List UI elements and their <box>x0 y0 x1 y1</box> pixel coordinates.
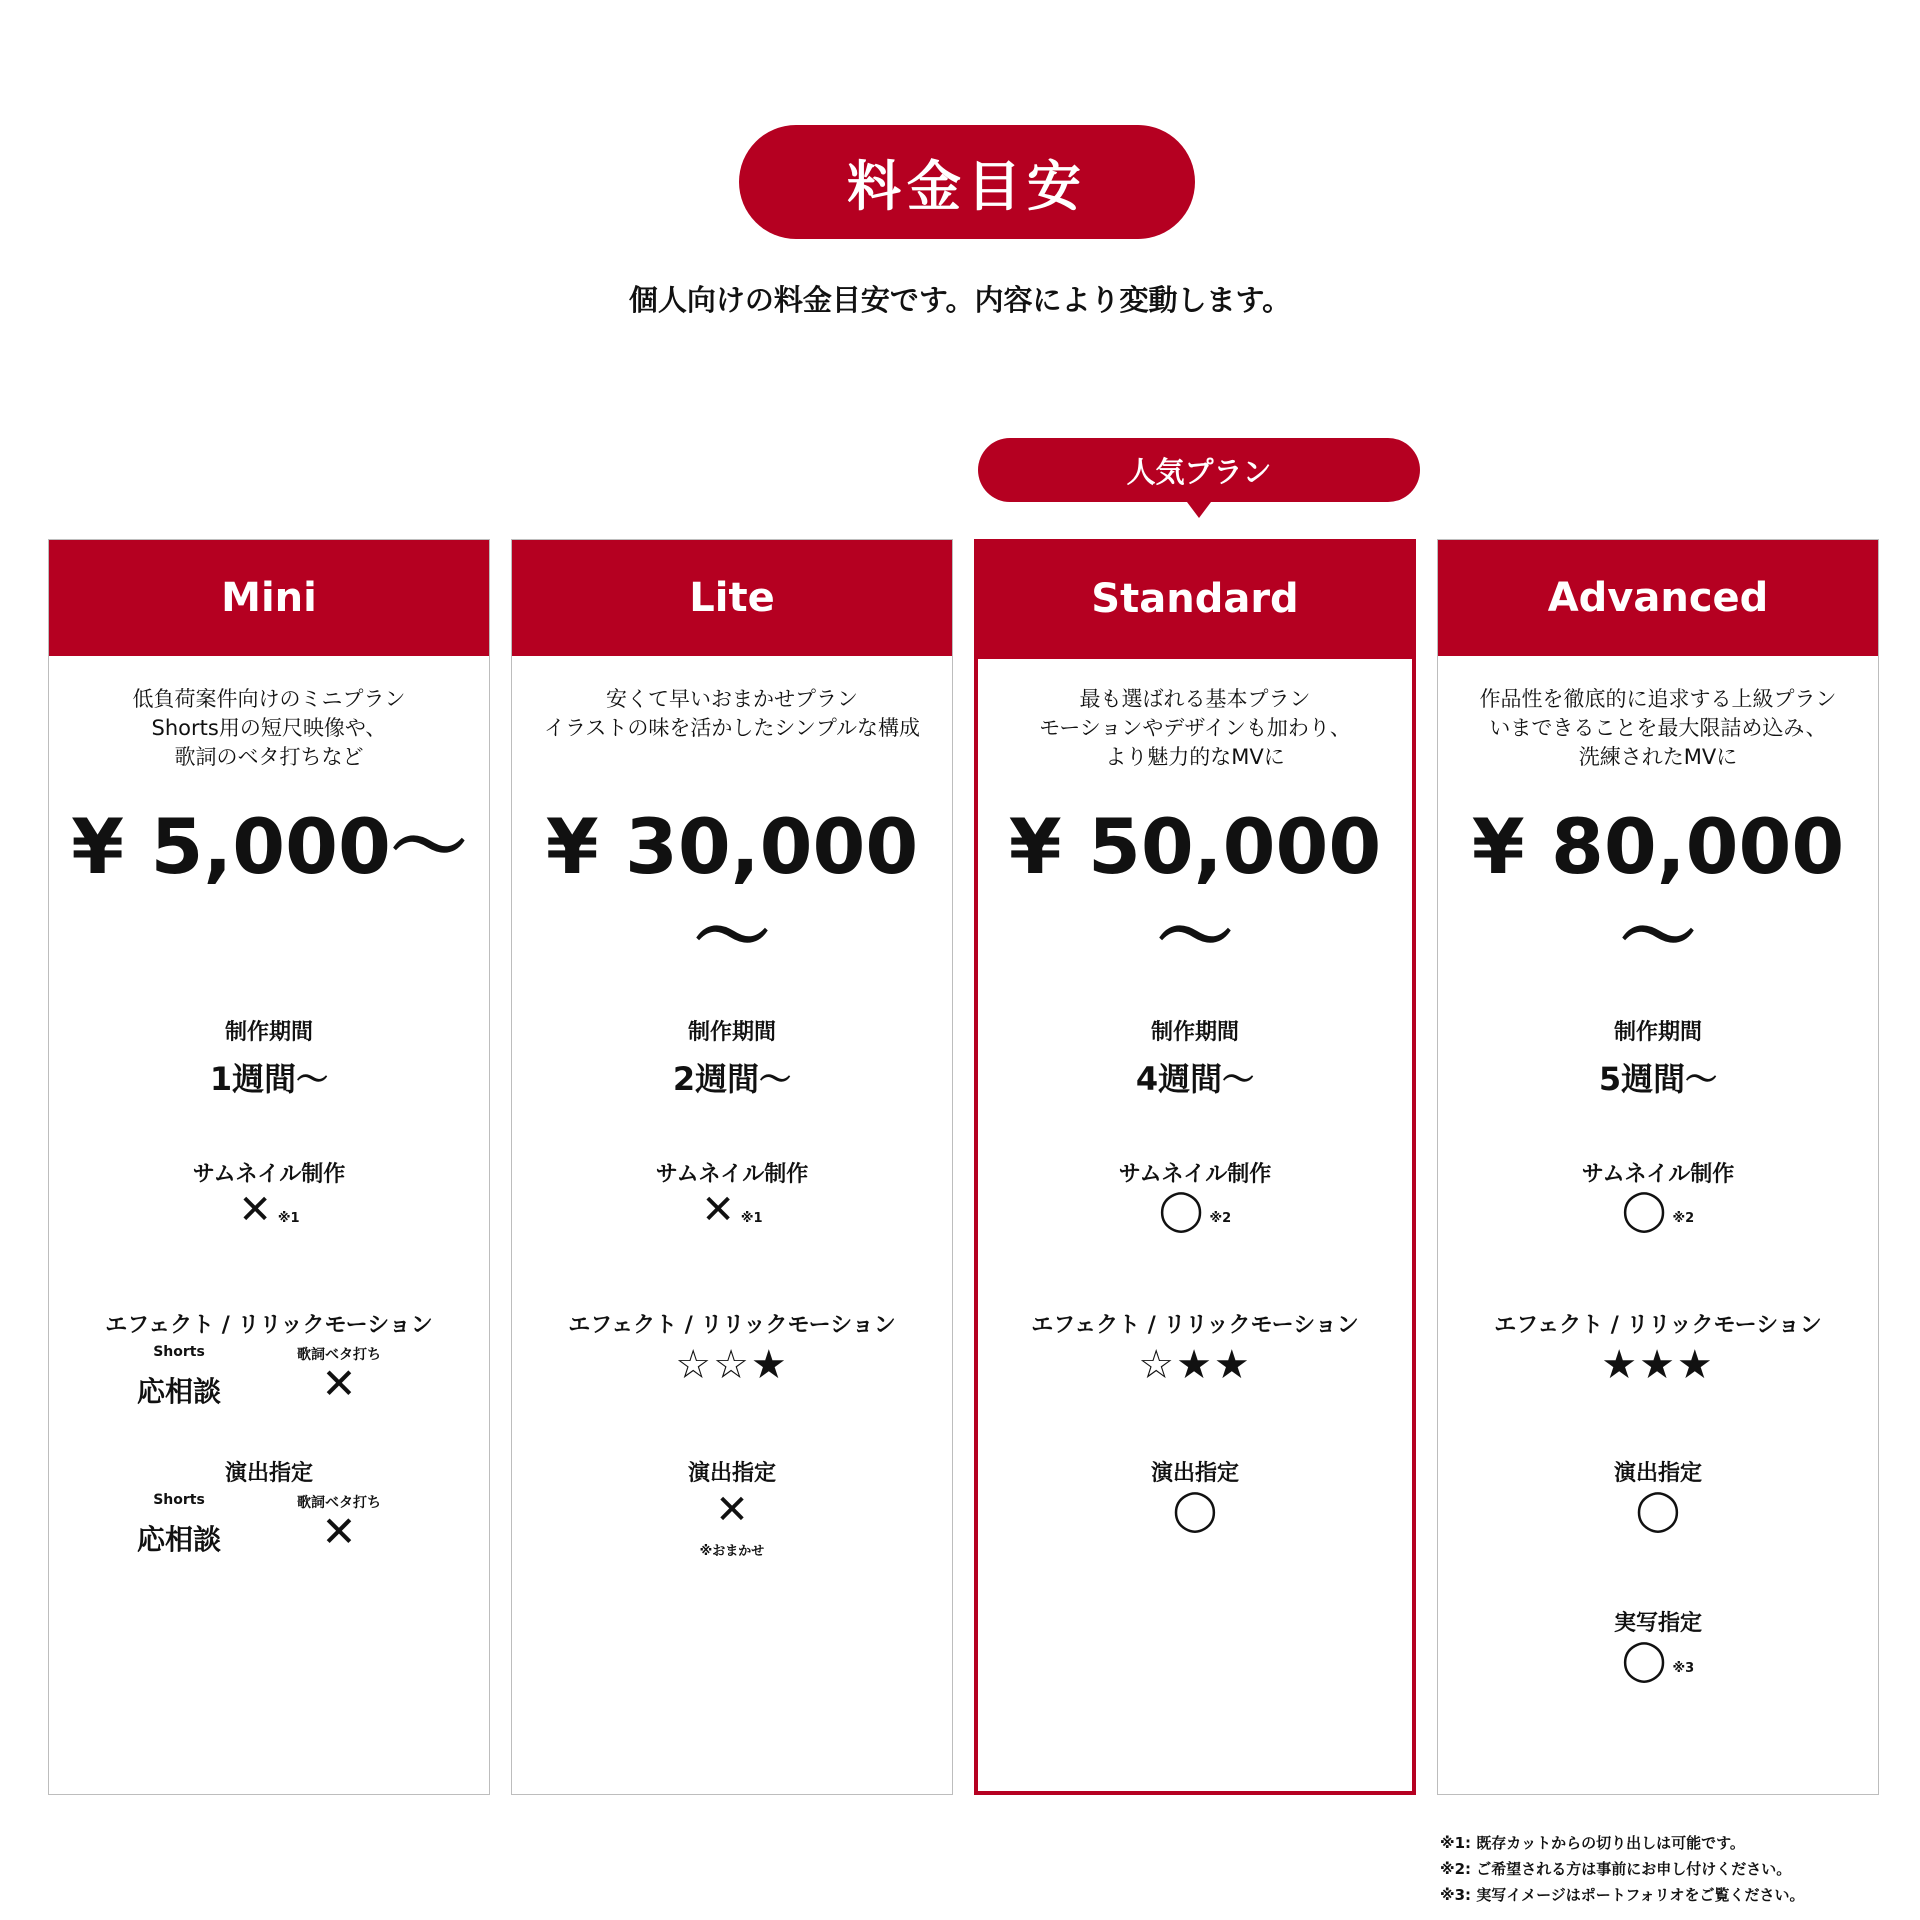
desc-line: より魅力的なMVに <box>1105 745 1285 769</box>
thumbnail-value <box>1438 1188 1878 1232</box>
desc-line: イラストの味を活かしたシンプルな構成 <box>543 716 920 740</box>
thumbnail-note: ※1 <box>740 1211 763 1226</box>
plan-card-lite <box>511 539 953 1795</box>
cross-icon: ✕ <box>321 1359 357 1408</box>
effect-split <box>49 1344 489 1424</box>
plan-card-advanced <box>1437 539 1879 1795</box>
plan-card-mini <box>48 539 490 1795</box>
effect-rating-stars: ☆☆★ <box>675 1342 789 1388</box>
circle-icon: ◯ <box>1158 1187 1204 1233</box>
cross-icon: ✕ <box>715 1487 749 1533</box>
desc-line: Shorts用の短尺映像や、 <box>151 716 387 740</box>
direction-label: 演出指定 <box>224 1461 313 1486</box>
plan-price: ¥ 30,000～ <box>545 802 919 981</box>
thumbnail-label: サムネイル制作 <box>655 1162 809 1187</box>
plan-description <box>49 685 489 772</box>
footnote-1: ※1: 既存カットからの切り出しは可能です。 <box>1440 1834 1745 1852</box>
desc-line: 洗練されたMVに <box>1578 745 1738 769</box>
effect-label: エフェクト / リリックモーション <box>568 1313 896 1338</box>
plan-name: Standard <box>974 539 1416 659</box>
desc-line: 最も選ばれる基本プラン <box>1079 687 1311 711</box>
thumbnail-note: ※2 <box>1672 1211 1695 1226</box>
thumbnail-value <box>978 1188 1412 1232</box>
thumbnail-label: サムネイル制作 <box>1581 1162 1735 1187</box>
lyrics-sublabel: 歌詞ベタ打ち <box>297 1495 381 1511</box>
period-label: 制作期間 <box>224 1020 313 1045</box>
thumbnail-note: ※2 <box>1209 1211 1232 1226</box>
plan-card-standard <box>974 539 1416 1795</box>
cross-icon: ✕ <box>701 1187 735 1233</box>
circle-icon: ◯ <box>1172 1487 1218 1533</box>
direction-split <box>49 1492 489 1572</box>
shorts-sublabel: Shorts <box>153 1344 205 1360</box>
cross-icon: ✕ <box>238 1187 272 1233</box>
period-label: 制作期間 <box>1150 1020 1239 1045</box>
footnote-2: ※2: ご希望される方は事前にお申し付けください。 <box>1440 1860 1792 1878</box>
page-subtitle: 個人向けの料金目安です。内容により変動します。 <box>628 283 1292 317</box>
thumbnail-label: サムネイル制作 <box>1118 1162 1272 1187</box>
thumbnail-value <box>49 1188 489 1232</box>
page-title: 料金目安 <box>739 125 1195 239</box>
thumbnail-label: サムネイル制作 <box>192 1162 346 1187</box>
thumbnail-note: ※1 <box>277 1211 300 1226</box>
period-label: 制作期間 <box>1613 1020 1702 1045</box>
period-label: 制作期間 <box>687 1020 776 1045</box>
live-action-label: 実写指定 <box>1613 1611 1702 1636</box>
circle-icon: ◯ <box>1621 1637 1667 1683</box>
desc-line: 低負荷案件向けのミニプラン <box>132 687 406 711</box>
plan-price: ¥ 80,000～ <box>1471 802 1845 981</box>
desc-line: いまできることを最大限詰め込み、 <box>1489 716 1827 740</box>
plan-name: Advanced <box>1438 540 1878 656</box>
effect-shorts-value: 応相談 <box>136 1375 222 1408</box>
popular-plan-badge: 人気プラン <box>978 438 1420 502</box>
effect-label: エフェクト / リリックモーション <box>105 1313 433 1338</box>
direction-label: 演出指定 <box>687 1461 776 1486</box>
direction-shorts-value: 応相談 <box>136 1523 222 1556</box>
thumbnail-value <box>512 1188 952 1232</box>
desc-line: 安くて早いおまかせプラン <box>606 687 858 711</box>
plan-name: Mini <box>49 540 489 656</box>
direction-note: ※おまかせ <box>699 1544 765 1559</box>
plan-description <box>1438 685 1878 772</box>
plan-price: ¥ 50,000～ <box>1008 802 1382 981</box>
effect-label: エフェクト / リリックモーション <box>1031 1313 1359 1338</box>
cross-icon: ✕ <box>321 1507 357 1556</box>
plan-description <box>978 685 1412 772</box>
effect-rating-stars: ☆★★ <box>1138 1342 1252 1388</box>
live-action-note: ※3 <box>1672 1661 1695 1676</box>
plan-price: ¥ 5,000～ <box>71 802 467 891</box>
period-value: 4週間～ <box>1135 1060 1255 1098</box>
period-value: 1週間～ <box>209 1060 329 1098</box>
desc-line: 作品性を徹底的に追求する上級プラン <box>1479 687 1837 711</box>
direction-label: 演出指定 <box>1150 1461 1239 1486</box>
lyrics-sublabel: 歌詞ベタ打ち <box>297 1347 381 1363</box>
effect-label: エフェクト / リリックモーション <box>1494 1313 1822 1338</box>
period-value: 5週間～ <box>1598 1060 1718 1098</box>
desc-line: 歌詞のベタ打ちなど <box>174 745 364 769</box>
effect-rating-stars: ★★★ <box>1601 1342 1715 1388</box>
plan-name: Lite <box>512 540 952 656</box>
footnote-3: ※3: 実写イメージはポートフォリオをご覧ください。 <box>1440 1886 1805 1904</box>
live-action-value <box>1438 1638 1878 1682</box>
circle-icon: ◯ <box>1635 1487 1681 1533</box>
footnotes <box>1440 1830 1804 1908</box>
shorts-sublabel: Shorts <box>153 1492 205 1508</box>
period-value: 2週間～ <box>672 1060 792 1098</box>
plan-description <box>512 685 952 743</box>
desc-line: モーションやデザインも加わり、 <box>1039 716 1351 740</box>
direction-label: 演出指定 <box>1613 1461 1702 1486</box>
circle-icon: ◯ <box>1621 1187 1667 1233</box>
